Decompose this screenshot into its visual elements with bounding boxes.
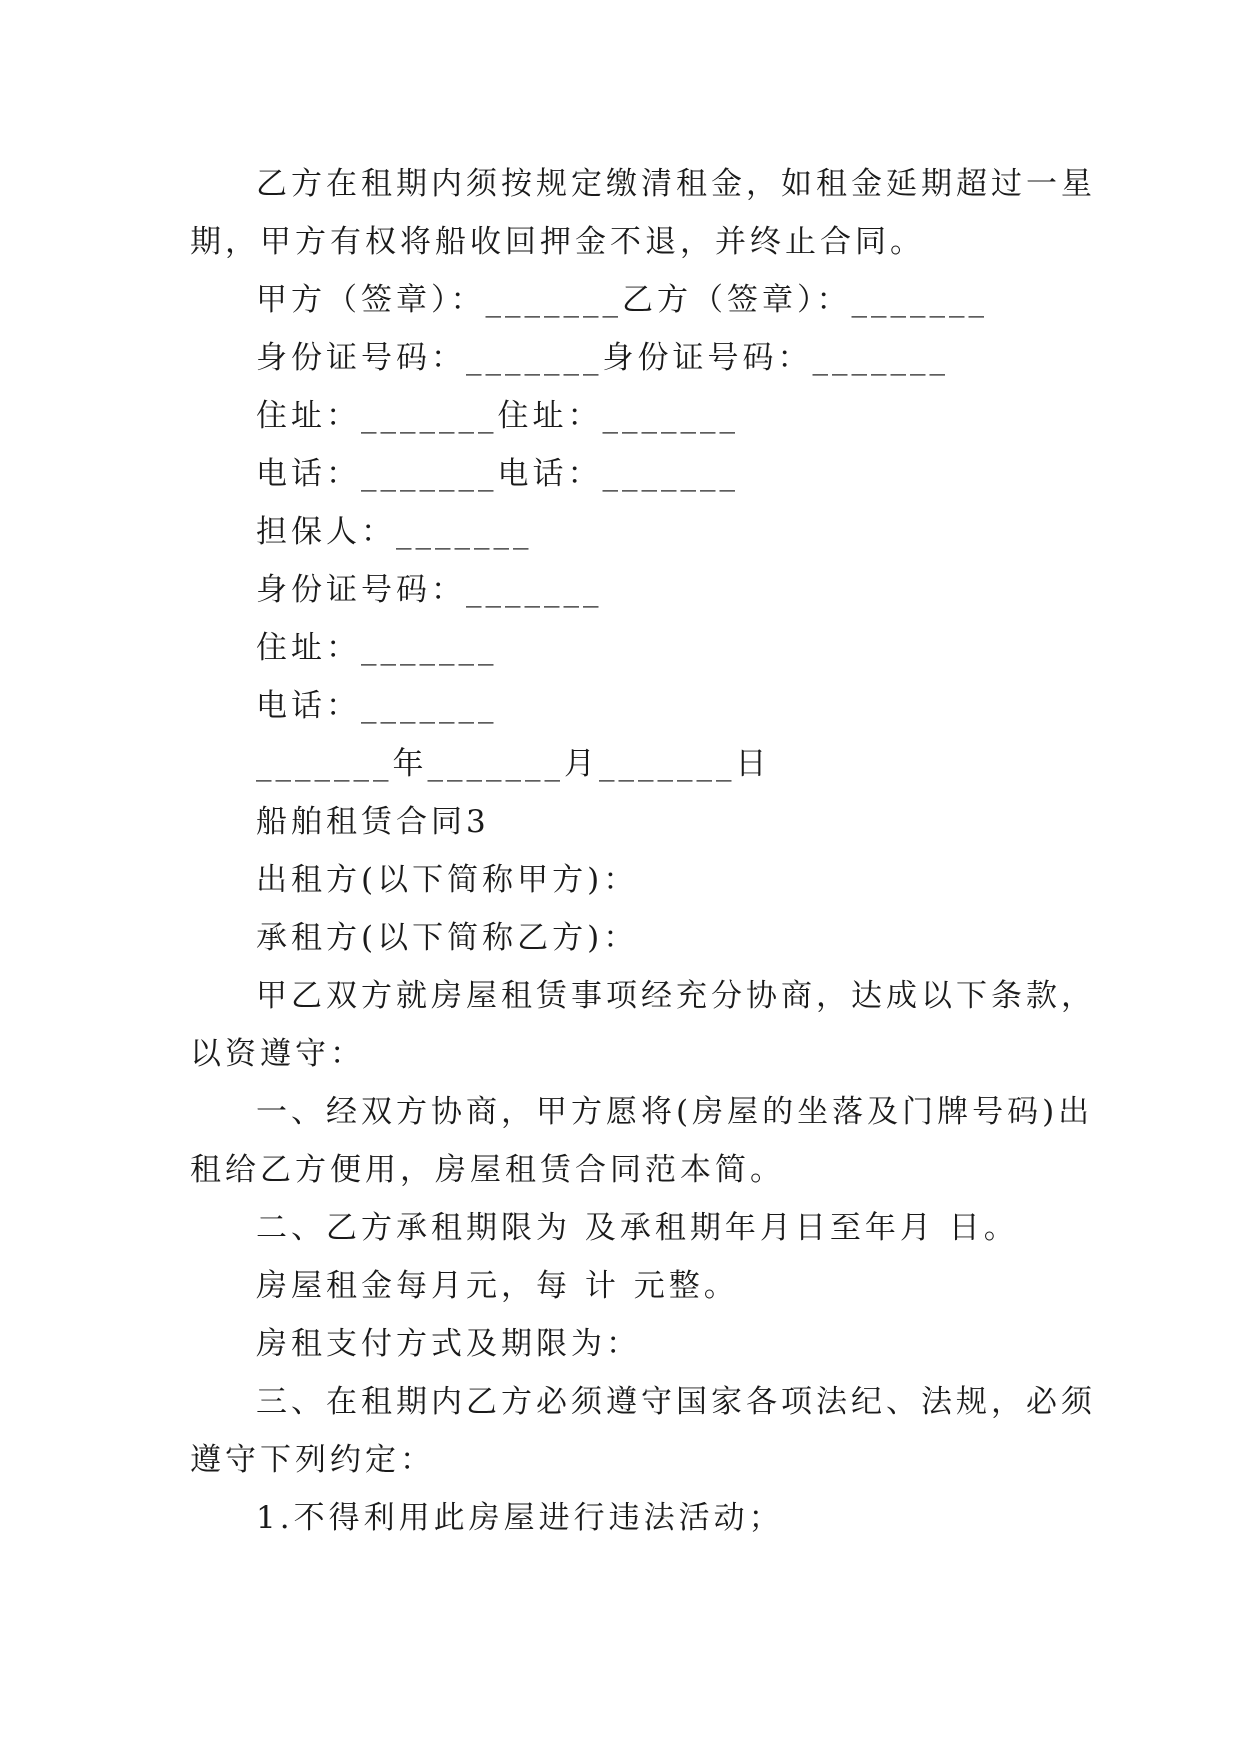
guarantor-line: 担保人：_______ bbox=[256, 514, 533, 550]
paragraph-line: 房屋租金每月元，每 计 元整。 bbox=[256, 1268, 739, 1304]
lessee-line: 承租方(以下简称乙方)： bbox=[256, 920, 639, 956]
paragraph-line: 一、经双方协商，甲方愿将(房屋的坐落及门牌号码)出 bbox=[256, 1094, 1094, 1130]
paragraph-line: 三、在租期内乙方必须遵守国家各项法纪、法规，必须 bbox=[256, 1384, 1096, 1420]
guarantor-address-line: 住址：_______ bbox=[256, 630, 498, 666]
guarantor-phone-line: 电话：_______ bbox=[256, 688, 498, 724]
paragraph-line: 房租支付方式及期限为： bbox=[256, 1326, 641, 1362]
section-title: 船舶租赁合同3 bbox=[256, 804, 490, 840]
paragraph-line: 租给乙方便用，房屋租赁合同范本简。 bbox=[190, 1152, 785, 1188]
id-number-line: 身份证号码：_______身份证号码：_______ bbox=[256, 340, 949, 376]
paragraph-line: 甲乙双方就房屋租赁事项经充分协商，达成以下条款， bbox=[256, 978, 1096, 1014]
guarantor-id-line: 身份证号码：_______ bbox=[256, 572, 603, 608]
paragraph-line: 遵守下列约定： bbox=[190, 1442, 435, 1478]
paragraph-line: 以资遵守： bbox=[190, 1036, 365, 1072]
list-item: 1.不得利用此房屋进行违法活动； bbox=[256, 1500, 784, 1536]
paragraph-line: 期，甲方有权将船收回押金不退，并终止合同。 bbox=[190, 224, 925, 260]
phone-line: 电话：_______电话：_______ bbox=[256, 456, 739, 492]
paragraph-line: 二、乙方承租期限为 及承租期年月日至年月 日。 bbox=[256, 1210, 1019, 1246]
address-line: 住址：_______住址：_______ bbox=[256, 398, 739, 434]
signature-line-parties: 甲方（签章）：_______乙方（签章）：_______ bbox=[256, 282, 988, 318]
lessor-line: 出租方(以下简称甲方)： bbox=[256, 862, 639, 898]
paragraph-line: 乙方在租期内须按规定缴清租金，如租金延期超过一星 bbox=[256, 166, 1096, 202]
date-line: _______年_______月_______日 bbox=[256, 746, 771, 782]
